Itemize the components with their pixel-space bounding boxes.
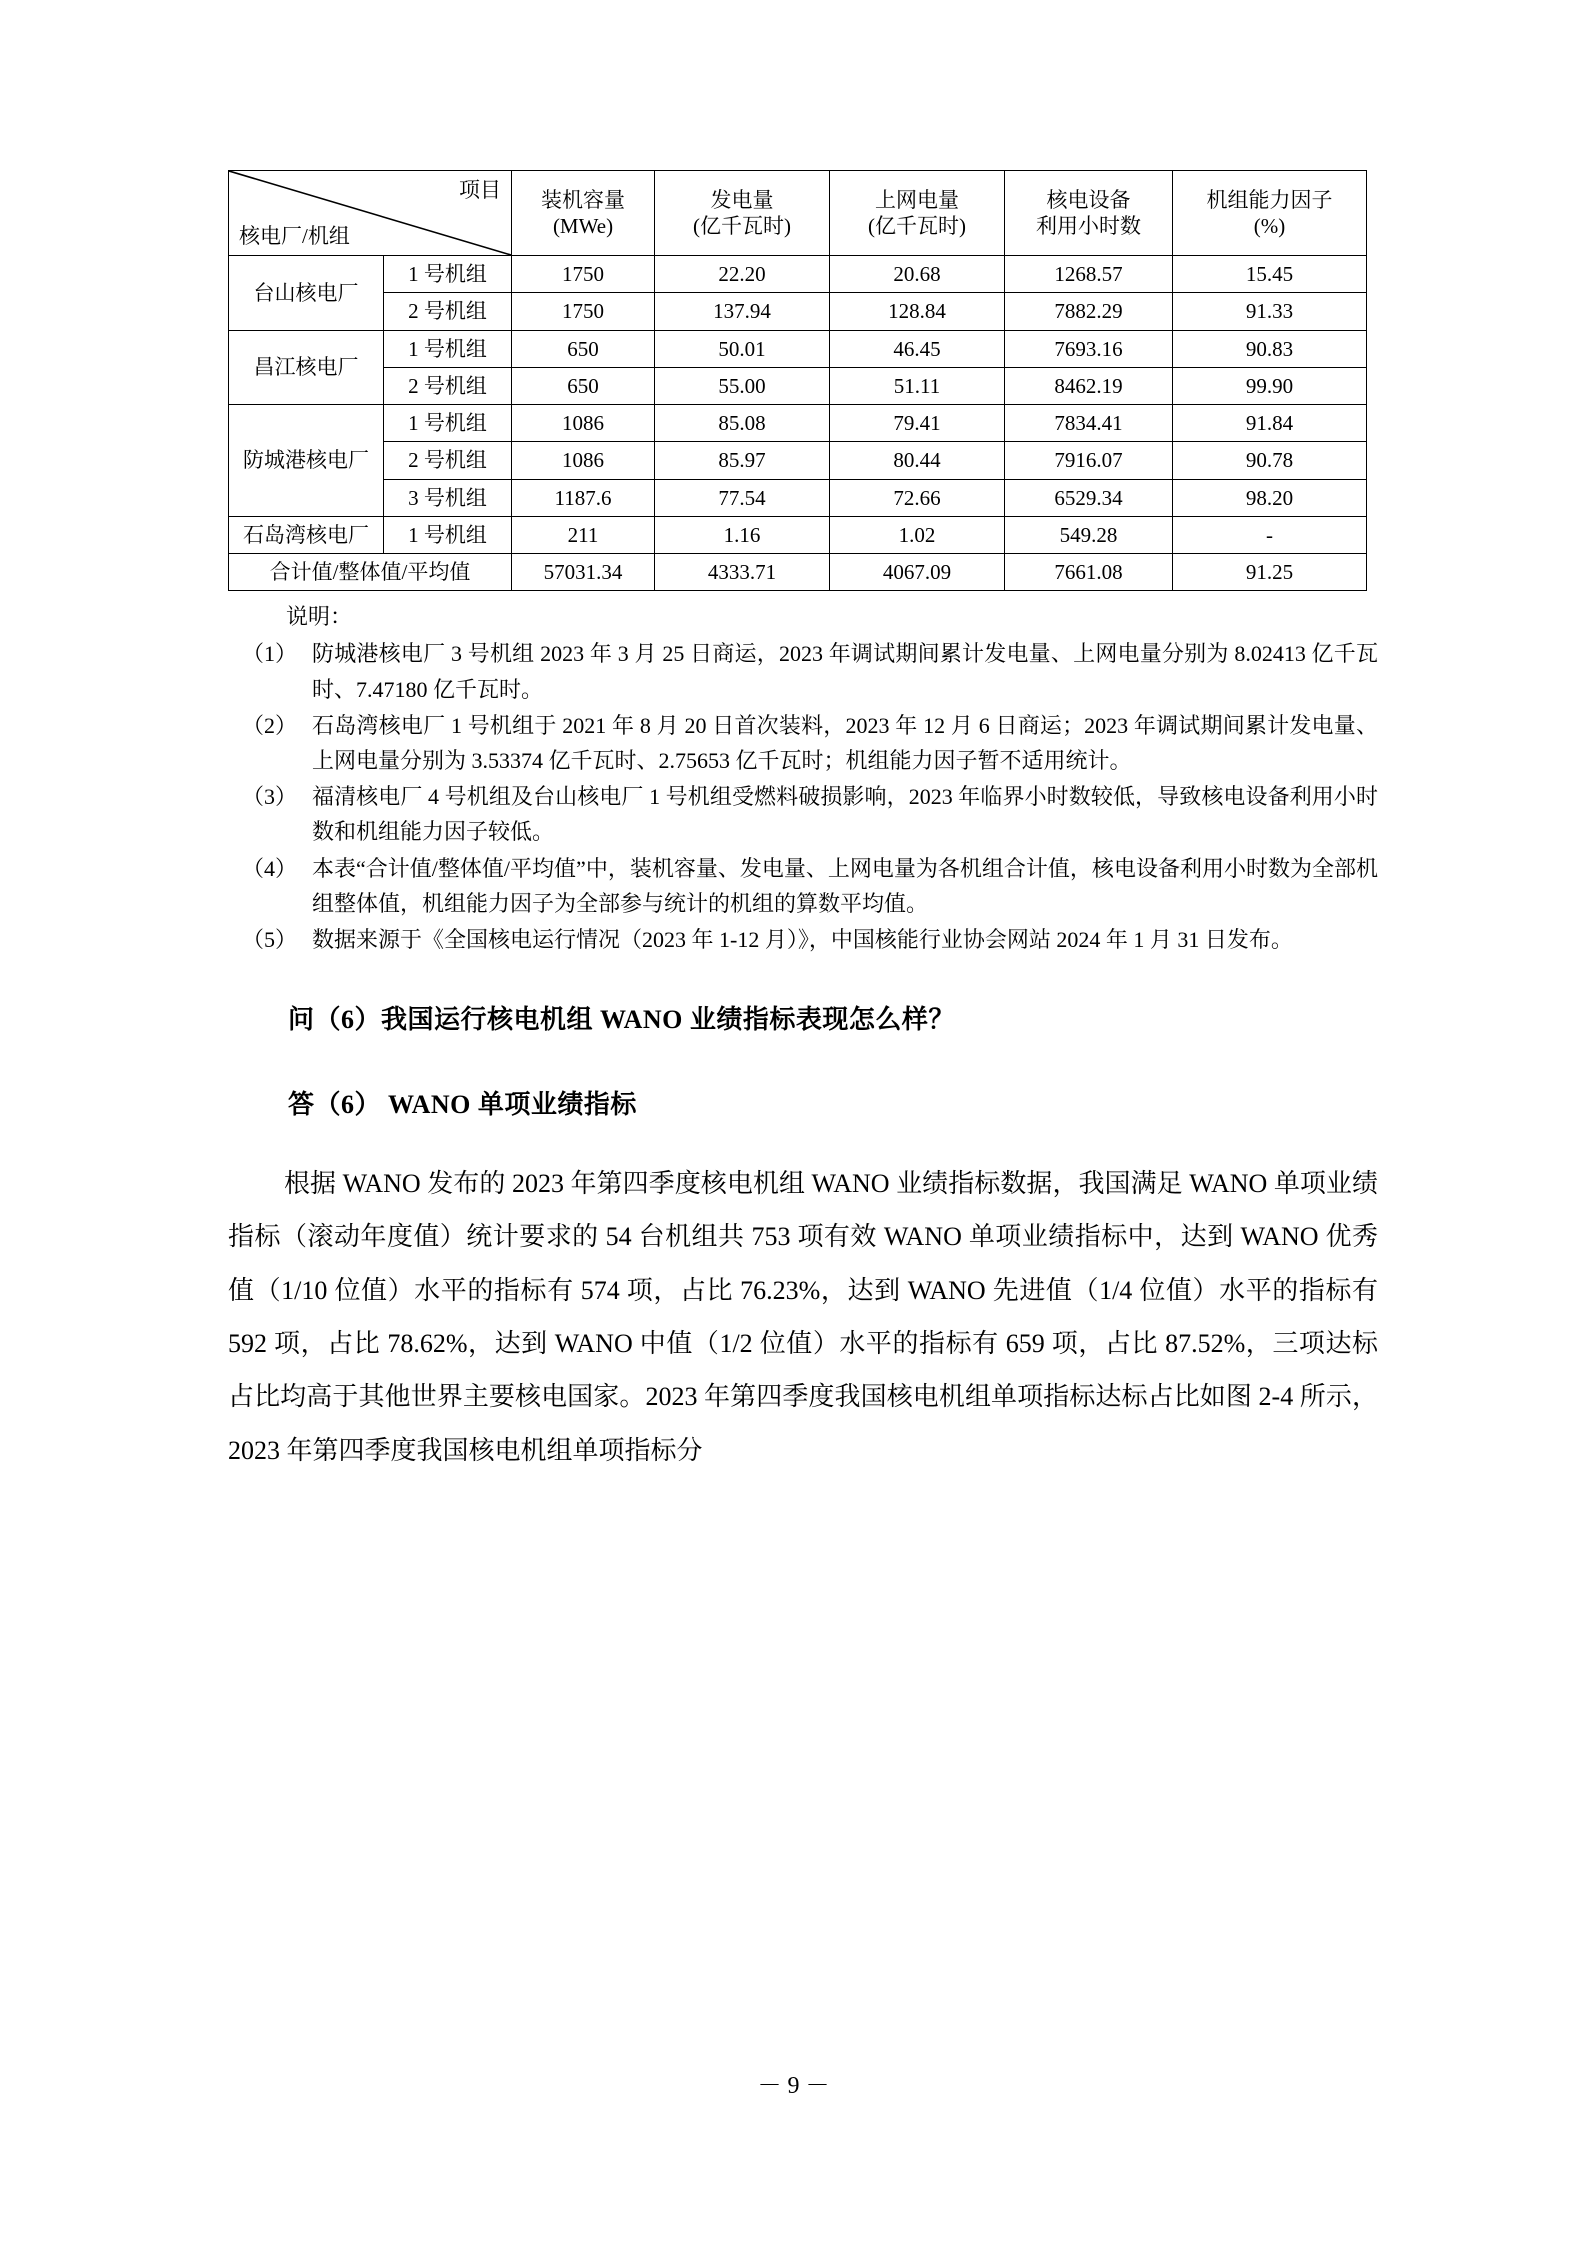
hours-cell: 6529.34 xyxy=(1005,479,1173,516)
hours-cell: 7693.16 xyxy=(1005,330,1173,367)
total-label-cell: 合计值/整体值/平均值 xyxy=(229,554,512,591)
plant-name-cell: 昌江核电厂 xyxy=(229,330,384,405)
unit-cell: 3 号机组 xyxy=(384,479,512,516)
factor-cell: 98.20 xyxy=(1173,479,1367,516)
note-number: （3） xyxy=(242,784,298,810)
factor-cell: 90.78 xyxy=(1173,442,1367,479)
capacity-cell: 650 xyxy=(512,330,655,367)
table-corner-cell xyxy=(229,171,512,256)
table-row xyxy=(229,405,1367,442)
hours-cell: 7834.41 xyxy=(1005,405,1173,442)
corner-plant-label: 核电厂/机组 xyxy=(239,223,350,248)
hours-cell: 1268.57 xyxy=(1005,256,1173,293)
table-total-row xyxy=(229,554,1367,591)
capacity-cell: 1086 xyxy=(512,442,655,479)
header-utilization-hours: 核电设备 利用小时数 xyxy=(1005,171,1173,256)
grid-cell: 72.66 xyxy=(830,479,1005,516)
unit-cell: 2 号机组 xyxy=(384,367,512,404)
notes-title: 说明： xyxy=(286,604,353,630)
capacity-cell: 650 xyxy=(512,367,655,404)
plant-name-cell: 台山核电厂 xyxy=(229,256,384,331)
table-row xyxy=(229,479,1367,516)
capacity-cell: 211 xyxy=(512,516,655,553)
note-item xyxy=(228,779,1378,849)
grid-cell: 20.68 xyxy=(830,256,1005,293)
unit-cell: 1 号机组 xyxy=(384,405,512,442)
header-capability-factor: 机组能力因子 (%) xyxy=(1173,171,1367,256)
capacity-cell: 1750 xyxy=(512,256,655,293)
generation-cell: 55.00 xyxy=(655,367,830,404)
unit-cell: 1 号机组 xyxy=(384,330,512,367)
generation-cell: 22.20 xyxy=(655,256,830,293)
note-text: 本表“合计值/整体值/平均值”中，装机容量、发电量、上网电量为各机组合计值，核电设备利用小时数为全部机组整体值，机组能力因子为全部参与统计的机组的算数平均值。 xyxy=(312,855,1378,916)
note-item xyxy=(228,851,1378,921)
note-number: （2） xyxy=(242,712,298,738)
question-heading: 问（6）我国运行核电机组 WANO 业绩指标表现怎么样？ xyxy=(288,1005,955,1035)
unit-cell: 2 号机组 xyxy=(384,293,512,330)
note-item xyxy=(228,922,1378,957)
hours-cell: 7882.29 xyxy=(1005,293,1173,330)
grid-cell: 46.45 xyxy=(830,330,1005,367)
total-capacity-cell: 57031.34 xyxy=(512,554,655,591)
generation-cell: 1.16 xyxy=(655,516,830,553)
table-row xyxy=(229,330,1367,367)
capacity-cell: 1086 xyxy=(512,405,655,442)
factor-cell: 99.90 xyxy=(1173,367,1367,404)
total-hours-cell: 7661.08 xyxy=(1005,554,1173,591)
header-capacity: 装机容量 (MWe) xyxy=(512,171,655,256)
unit-cell: 1 号机组 xyxy=(384,516,512,553)
plant-name-cell: 防城港核电厂 xyxy=(229,405,384,517)
total-factor-cell: 91.25 xyxy=(1173,554,1367,591)
factor-cell: 91.84 xyxy=(1173,405,1367,442)
table-row xyxy=(229,256,1367,293)
note-text: 数据来源于《全国核电运行情况（2023 年 1-12 月）》，中国核能行业协会网站 2024 年 1 月 31 日发布。 xyxy=(312,926,1293,952)
hours-cell: 8462.19 xyxy=(1005,367,1173,404)
total-grid-cell: 4067.09 xyxy=(830,554,1005,591)
capacity-cell: 1750 xyxy=(512,293,655,330)
note-text: 福清核电厂 4 号机组及台山核电厂 1 号机组受燃料破损影响，2023 年临界小时数较低，导致核电设备利用小时数和机组能力因子较低。 xyxy=(312,784,1378,845)
note-item xyxy=(228,636,1378,706)
hours-cell: 7916.07 xyxy=(1005,442,1173,479)
note-number: （4） xyxy=(242,855,298,881)
capacity-cell: 1187.6 xyxy=(512,479,655,516)
generation-cell: 85.08 xyxy=(655,405,830,442)
grid-cell: 80.44 xyxy=(830,442,1005,479)
body-paragraph: 根据 WANO 发布的 2023 年第四季度核电机组 WANO 业绩指标数据，我国满足 WANO 单项业绩指标（滚动年度值）统计要求的 54 台机组共 753 项有效 WANO 单项业绩指标中，达到 WANO 优秀值（1/10 位值）水平的指标有 574 项，占比 76.23%，达到 WANO 先进值（1/4 位值）水平的指标有 592 项，占比 78.62%，达到 WANO 中值（1/2 位值）水平的指标有 659 项，占比 87.52%，三项达标占比均高于其他世界主要核电国家。2023 年第四季度我国核电机组单项指标达标占比如图 2-4 所示，2023 年第四季度我国核电机组单项指标分 xyxy=(228,1169,1378,1465)
note-text: 防城港核电厂 3 号机组 2023 年 3 月 25 日商运，2023 年调试期间累计发电量、上网电量分别为 8.02413 亿千瓦时、7.47180 亿千瓦时。 xyxy=(312,641,1378,702)
table-row xyxy=(229,442,1367,479)
page-number: － 9 － xyxy=(757,2073,830,2099)
factor-cell: 91.33 xyxy=(1173,293,1367,330)
table-row xyxy=(229,293,1367,330)
plant-name-cell: 石岛湾核电厂 xyxy=(229,516,384,553)
total-generation-cell: 4333.71 xyxy=(655,554,830,591)
note-text: 石岛湾核电厂 1 号机组于 2021 年 8 月 20 日首次装料，2023 年 12 月 6 日商运；2023 年调试期间累计发电量、上网电量分别为 3.53374 亿千瓦时、2.75653 亿千瓦时；机组能力因子暂不适用统计。 xyxy=(312,712,1378,773)
generation-cell: 50.01 xyxy=(655,330,830,367)
grid-cell: 128.84 xyxy=(830,293,1005,330)
table-row xyxy=(229,367,1367,404)
unit-cell: 2 号机组 xyxy=(384,442,512,479)
grid-cell: 51.11 xyxy=(830,367,1005,404)
generation-cell: 137.94 xyxy=(655,293,830,330)
page-content xyxy=(228,170,1378,1477)
factor-cell: - xyxy=(1173,516,1367,553)
nuclear-plant-data-table xyxy=(228,170,1367,591)
generation-cell: 77.54 xyxy=(655,479,830,516)
header-grid-electricity: 上网电量 (亿千瓦时) xyxy=(830,171,1005,256)
table-row xyxy=(229,516,1367,553)
generation-cell: 85.97 xyxy=(655,442,830,479)
unit-cell: 1 号机组 xyxy=(384,256,512,293)
grid-cell: 1.02 xyxy=(830,516,1005,553)
answer-heading: 答（6） WANO 单项业绩指标 xyxy=(288,1090,637,1120)
table-notes xyxy=(228,599,1378,957)
grid-cell: 79.41 xyxy=(830,405,1005,442)
note-number: （1） xyxy=(242,641,298,667)
factor-cell: 15.45 xyxy=(1173,256,1367,293)
header-generation: 发电量 (亿千瓦时) xyxy=(655,171,830,256)
table-header-row xyxy=(229,171,1367,256)
corner-project-label: 项目 xyxy=(459,178,501,202)
note-number: （5） xyxy=(242,926,298,952)
hours-cell: 549.28 xyxy=(1005,516,1173,553)
note-item xyxy=(228,708,1378,778)
factor-cell: 90.83 xyxy=(1173,330,1367,367)
